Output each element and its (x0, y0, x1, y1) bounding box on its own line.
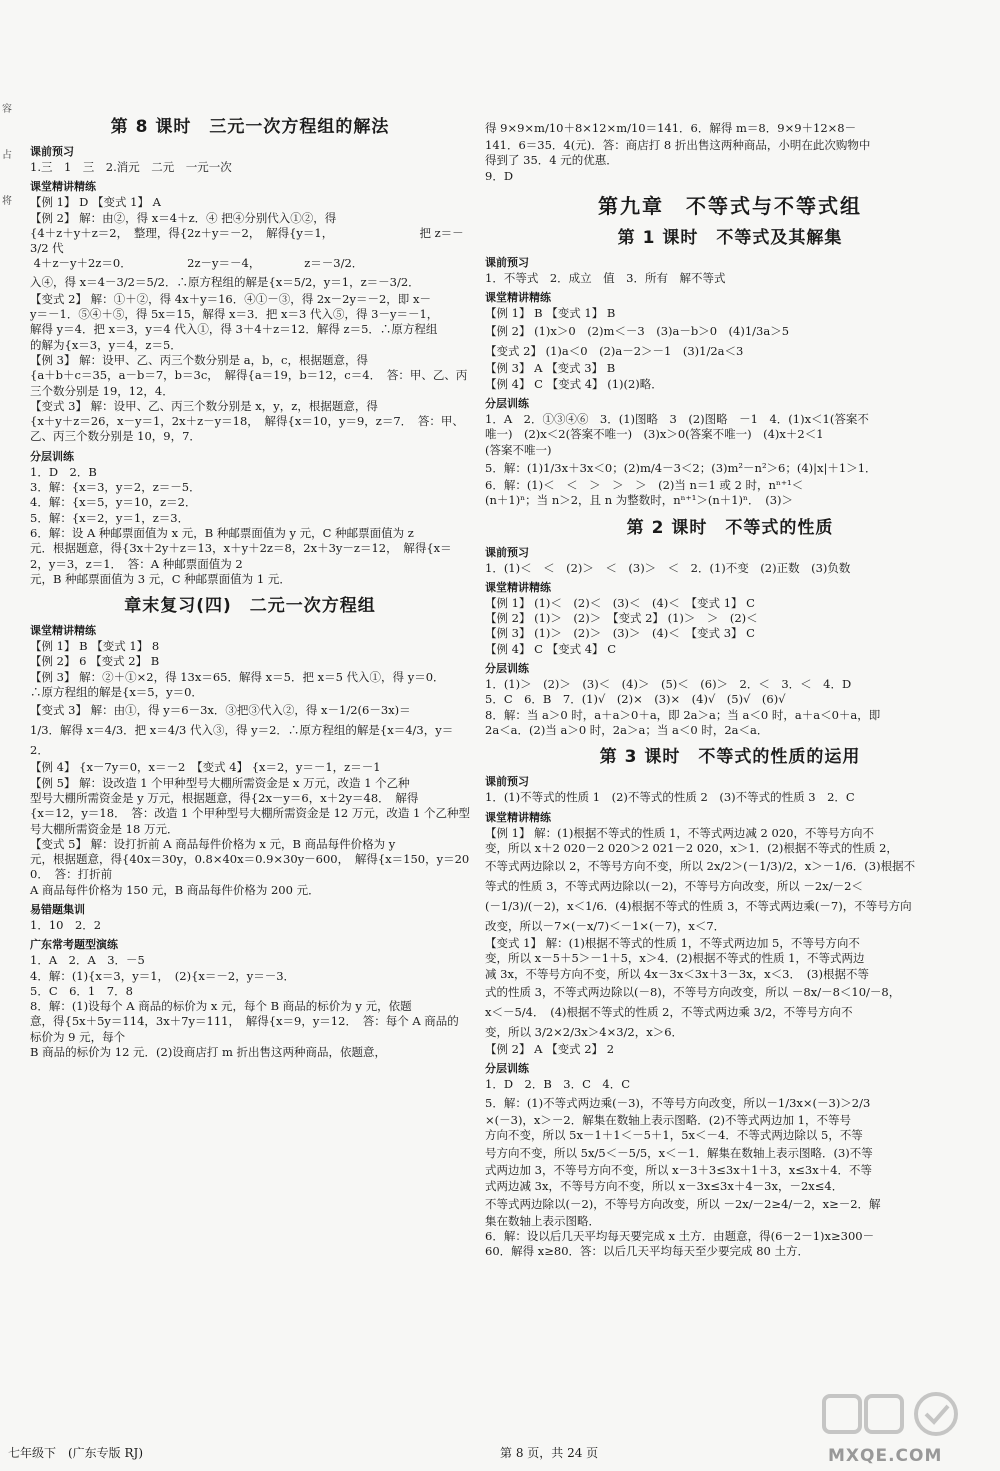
answer-line: 【例 1】 D 【变式 1】 A (30, 195, 161, 210)
answer-line: 9．D (485, 168, 514, 183)
answer-line: 6．解：(1)＜ ＜ ＞ ＞ ＞ (2)当 n＝1 或 2 时，nⁿ⁺¹＜ (485, 477, 804, 492)
answer-line: 【变式 2】 解：①＋②，得 4x＋y＝16．④①－③，得 2x－2y＝－2，即 x－ (30, 291, 431, 306)
answer-line: 【变式 5】 解：设打折前 A 商品每件价格为 x 元，B 商品每件价格为 y (30, 836, 396, 851)
answer-line: 【例 1】 B 【变式 1】 8 (30, 639, 160, 654)
answer-line: 解得 y＝4．把 x＝3，y＝4 代入①，得 3＋4＋z＝12．解得 z＝5．∴原方程组 (30, 322, 438, 337)
answer-line: 元．根据题意，得{3x＋2y＋z＝13，x＋y＋2z＝8，2x＋3y－z＝12， 解得{x＝2，y＝3，z＝1． 答：A 种邮票面值为 2 (30, 541, 452, 571)
section-heading: 分层训练 (30, 449, 74, 463)
answer-line: 4．解：(1){x＝3，y＝1， (2){x＝－2，y＝－3． (30, 968, 296, 983)
answer-line: 【例 2】 (1)x＞0 (2)m＜－3 (3)a－b＞0 (4)1/3a＞5 (485, 324, 790, 339)
answer-line: 8．解：当 a＞0 时，a＋a＞0＋a，即 2a＞a；当 a＜0 时，a＋a＜0＋a，即 (485, 707, 881, 722)
answer-line: 6．解：设 A 种邮票面值为 x 元，B 种邮票面值为 y 元，C 种邮票面值为 z (30, 525, 414, 540)
answer-line: 【例 1】 B 【变式 1】 B (485, 306, 616, 321)
answer-line: 式两边减 3x，不等号方向不变，所以 x－3x≤3x＋4－3x，－2x≤4． (485, 1178, 844, 1193)
answer-line: 【例 4】 {x－7y＝0，x＝－2 【变式 4】 {x＝2，y＝－1，z＝－1 (30, 760, 381, 775)
answer-line: A 商品每件价格为 150 元，B 商品每件价格为 200 元． (30, 882, 320, 897)
answer-line: 【例 3】 解：②＋①×2，得 13x＝65．解得 x＝5．把 x＝5 代入①，得 y＝0． (30, 669, 445, 684)
answer-line: 1．A 2．A 3．－5 (30, 953, 145, 968)
answer-line: 5．解：(1)1/3x＋3x＜0；(2)m/4－3＜2；(3)m²－n²＞6；(4)|x|＋1＞1． (485, 460, 877, 475)
answer-line: 得到了 35．4 元的优惠． (485, 153, 618, 168)
answer-line: 【例 2】 6 【变式 2】 B (30, 654, 160, 669)
answer-line: 号大棚所需资金是 18 万元． (30, 821, 179, 836)
section-heading: 课堂精讲精练 (485, 291, 551, 305)
answer-line: 【例 5】 解：设改造 1 个甲种型号大棚所需资金是 x 万元，改造 1 个乙种 (30, 775, 410, 790)
answer-line: 【变式 3】 解：设甲、乙、丙三个数分别是 x，y，z，根据题意，得 (30, 398, 378, 413)
answer-line: {a＋b＋c＝35，a－b＝7，b＝3c， 解得{a＝19，b＝12，c＝4． 答：甲、乙、丙三个数分别是 19，12，4． (30, 368, 468, 398)
answer-line: 【例 3】 A 【变式 3】 B (485, 361, 616, 376)
answer-line: 5．C 6．B 7．(1)√ (2)× (3)× (4)√ (5)√ (6)√ (485, 692, 786, 707)
section-heading: 分层训练 (485, 662, 529, 676)
answer-line: 变，所以 x－5＋5＞－1＋5，x＞4．(2)根据不等式的性质 1，不等式两边 (485, 951, 865, 966)
answer-line: (n＋1)ⁿ；当 n＞2，且 n 为整数时，nⁿ⁺¹＞(n＋1)ⁿ． (3)＞ (485, 493, 794, 508)
chapter-title: 第九章 不等式与不等式组 (598, 193, 862, 218)
answer-line: 2a＜a．(2)当 a＞0 时，2a＞a；当 a＜0 时，2a＜a． (485, 722, 769, 737)
edge-mark: 将 (2, 196, 12, 207)
answer-line: 方向不变，所以 5x－1＋1＜－5＋1，5x＜－4．不等式两边除以 5，不等 (485, 1127, 863, 1142)
answer-line: 变，所以 x＋2 020－2 020＞2 021－2 020，x＞1．(2)根据不等式的性质 2， (485, 840, 898, 855)
answer-line: 1．(1)＞ (2)＞ (3)＜ (4)＞ (5)＜ (6)＞ 2．＜ 3．＜ 4．D (485, 677, 852, 692)
answer-line: 1.三 1 三 2.消元 二元 一元一次 (30, 160, 232, 174)
lesson-title: 第 8 课时 三元一次方程组的解法 (110, 117, 390, 137)
answer-line: 【变式 3】 解：由①，得 y＝6－3x．③把③代入②，得 x－1/2(6－3x)＝ (30, 703, 411, 718)
answer-line: 得 9×9×m/10＋8×12×m/10＝141．6．解得 m＝8．9×9＋12×8－ (485, 121, 857, 135)
answer-line: (答案不唯一) (485, 442, 552, 457)
answer-line: 1．(1)不等式的性质 1 (2)不等式的性质 2 (3)不等式的性质 3 2．C (485, 790, 855, 805)
footer-book-label: 七年级下 (广东专版 RJ) (8, 1446, 144, 1460)
answer-line: 1/3．解得 x＝4/3．把 x＝4/3 代入③，得 y＝2．∴原方程组的解是{x＝4/3，y＝2． (30, 723, 454, 758)
answer-line: 改变，所以－7×(－x/7)＜－1×(－7)，x＜7． (485, 919, 726, 934)
answer-line: 3．解：{x＝3，y＝2，z＝－5． (30, 480, 201, 495)
answer-line: 【变式 1】 解：(1)根据不等式的性质 1，不等式两边加 5，不等号方向不 (485, 936, 860, 951)
answer-line: 1．不等式 2．成立 值 3．所有 解不等式 (485, 270, 726, 285)
edge-mark: 占 (2, 150, 12, 161)
lesson-title: 第 2 课时 不等式的性质 (626, 517, 834, 538)
section-heading: 课堂精讲精练 (485, 810, 551, 824)
section-heading: 课堂精讲精练 (30, 180, 96, 194)
answer-line: 元，B 种邮票面值为 3 元，C 种邮票面值为 1 元． (30, 571, 291, 586)
answer-line: y＝－1．⑤④＋⑤，得 5x＝15，解得 x＝3．把 x＝3 代入⑤，得 3－y＝－1， (30, 307, 439, 322)
page-number: 第 8 页，共 24 页 (500, 1446, 599, 1460)
section-heading: 分层训练 (485, 397, 529, 411)
answer-line: 1．D 2．B (30, 464, 97, 479)
section-heading: 广东常考题型演练 (30, 938, 118, 952)
section-heading: 易错题集训 (30, 902, 85, 916)
answer-line: 141．6＝35．4(元)．答：商店打 8 折出售这两种商品，小明在此次购物中 (485, 138, 871, 152)
answer-line: 号方向不变，所以 5x/5＜－5/5，x＜－1．解集在数轴上表示图略．(3)不等 (485, 1146, 873, 1161)
answer-line: 1．A 2．①③④⑥ 3．(1)图略 3 (2)图略 －1 4．(1)x＜1(答案不 (485, 412, 869, 427)
answer-line: x＜－5/4． (4)根据不等式的性质 2，不等式两边乘 3/2，不等号方向不 (485, 1005, 853, 1020)
answer-line: {x＋y＋z＝26，x－y＝1，2x＋z－y＝18， 解得{x＝10，y＝9，z＝7． 答：甲、乙、丙三个数分别是 10，9，7． (30, 414, 464, 444)
answer-line: 60．解得 x≥80．答：以后几天平均每天至少要完成 80 土方． (485, 1244, 809, 1259)
answer-line: 8．解：(1)设每个 A 商品的标价为 x 元，每个 B 商品的标价为 y 元，依题 (30, 999, 412, 1014)
answer-line: (－1/3)/(－2)，x＜1/6．(4)根据不等式的性质 3，不等式两边乘(－7)，不等号方向 (485, 899, 912, 914)
answer-line: 6．解：设以后几天平均每天要完成 x 土方．由题意，得(6－2－1)x≥300－ (485, 1229, 875, 1244)
answer-line: 等式的性质 3，不等式两边除以(－2)，不等号方向改变，所以 －2x/－2＜ (485, 879, 863, 894)
answer-column-right (485, 118, 975, 1260)
answer-line: 1．D 2．B 3．C 4．C (485, 1077, 631, 1092)
answer-line: 变，所以 3/2×2/3x＞4×3/2，x＞6． (485, 1025, 684, 1040)
answer-line: 【例 1】 解：(1)根据不等式的性质 1，不等式两边减 2 020，不等号方向不 (485, 825, 874, 840)
answer-line: 减 3x，不等号方向不变，所以 4x－3x＜3x＋3－3x，x＜3． (3)根据不等 (485, 966, 869, 981)
answer-line: 【例 4】 C 【变式 4】 (1)(2)略． (485, 376, 663, 391)
section-heading: 课堂精讲精练 (30, 624, 96, 638)
answer-line: B 商品的标价为 12 元．(2)设商店打 m 折出售这两种商品，依题意， (30, 1045, 387, 1060)
edge-mark: 容 (2, 104, 12, 115)
answer-line: ∴原方程组的解是{x＝5，y＝0． (30, 685, 203, 700)
answer-line: 4＋z－y＋2z＝0． 2z－y＝－4， z＝－3/2． (30, 256, 364, 271)
watermark-text: MXQE.COM (828, 1446, 943, 1466)
answer-line: 唯一) (2)x＜2(答案不唯一) (3)x＞0(答案不唯一) (4)x＋2＜1 (485, 427, 824, 442)
answer-line: 的解为{x＝3，y＝4，z＝5． (30, 337, 182, 352)
answer-line: 入④，得 x＝4－3/2＝5/2．∴原方程组的解是{x＝5/2，y＝1，z＝－3/2． (30, 274, 420, 289)
section-heading: 课堂精讲精练 (485, 580, 551, 594)
section-heading: 课前预习 (30, 145, 74, 158)
answer-line: 集在数轴上表示图略． (485, 1213, 600, 1228)
section-heading: 课前预习 (485, 545, 529, 559)
answer-line: 4．解：{x＝5，y＝10，z＝2． (30, 495, 197, 510)
answer-column-left (30, 108, 470, 1060)
answer-line: 意，得{5x＋5y＝114，3x＋7y＝111， 解得{x＝9，y＝12． 答：每个 A 商品的标价为 9 元，每个 (30, 1014, 459, 1044)
answer-line: 【例 3】 解：设甲、乙、丙三个数分别是 a，b，c，根据题意，得 (30, 352, 368, 367)
answer-line: 5．C 6．1 7．8 (30, 983, 133, 998)
lesson-title: 章末复习(四) 二元一次方程组 (124, 596, 376, 617)
answer-line: {4＋z＋y＋z＝2， 整理，得{2z＋y＝－2， 解得{y＝1， 把 z＝－3/2 代 (30, 225, 464, 256)
answer-line: 型号大棚所需资金是 y 万元，根据题意，得{2x－y＝6，x＋2y＝48． 解得 (30, 790, 419, 805)
answer-line: 【例 3】 (1)＞ (2)＞ (3)＞ (4)＜ 【变式 3】 C (485, 626, 755, 641)
answer-line: 式的性质 3，不等式两边除以(－8)，不等号方向改变，所以 －8x/－8＜10/－8， (485, 985, 901, 1000)
answer-line: 元，根据题意，得{40x＝30y，0.8×40x＝0.9×30y－600， 解得{x＝150，y＝200． 答：打折前 (30, 852, 470, 882)
lesson-title: 第 3 课时 不等式的性质的运用 (599, 747, 861, 768)
answer-line: 1．10 2．2 (30, 917, 102, 932)
answer-line: 1．(1)＜ ＜ (2)＞ ＜ (3)＞ ＜ 2．(1)不变 (2)正数 (3)负数 (485, 560, 851, 575)
section-heading: 课前预习 (485, 775, 529, 789)
answer-line: 【例 2】 A 【变式 2】 2 (485, 1042, 615, 1057)
answer-line: 不等式两边除以 2，不等号方向不变，所以 2x/2＞(－1/3)/2，x＞－1/6．(3)根据不 (485, 859, 916, 874)
answer-line: 5．解：{x＝2，y＝1，z＝3． (30, 510, 190, 525)
answer-line: 式两边加 3，不等号方向不变，所以 x－3＋3≤3x＋1＋3，x≤3x＋4．不等 (485, 1163, 873, 1178)
section-heading: 课前预习 (485, 255, 529, 269)
answer-line: 不等式两边除以(－2)，不等号方向改变，所以 －2x/－2≥4/－2，x≥－2．解 (485, 1196, 881, 1211)
answer-line: 【例 4】 C 【变式 4】 C (485, 641, 617, 656)
section-heading: 分层训练 (485, 1062, 529, 1076)
answer-line: {x＝12，y＝18． 答：改造 1 个甲种型号大棚所需资金是 12 万元，改造 1 个乙种型 (30, 806, 471, 821)
answer-line: 【例 1】 (1)＜ (2)＜ (3)＜ (4)＜ 【变式 1】 C (485, 595, 755, 610)
lesson-title: 第 1 课时 不等式及其解集 (617, 227, 843, 248)
answer-line: 【变式 2】 (1)a＜0 (2)a－2＞－1 (3)1/2a＜3 (485, 344, 744, 359)
answer-line: 5．解：(1)不等式两边乘(－3)，不等号方向改变，所以－1/3x×(－3)＞2/3 (485, 1095, 871, 1110)
answer-line: ×(－3)，x＞－2．解集在数轴上表示图略．(2)不等式两边加 1，不等号 (485, 1112, 851, 1127)
answer-line: 【例 2】 (1)＞ (2)＞ 【变式 2】 (1)＞ ＞ (2)＜ (485, 611, 758, 626)
answer-line: 【例 2】 解：由②，得 x＝4＋z．④ 把④分别代入①②，得 (30, 210, 337, 225)
